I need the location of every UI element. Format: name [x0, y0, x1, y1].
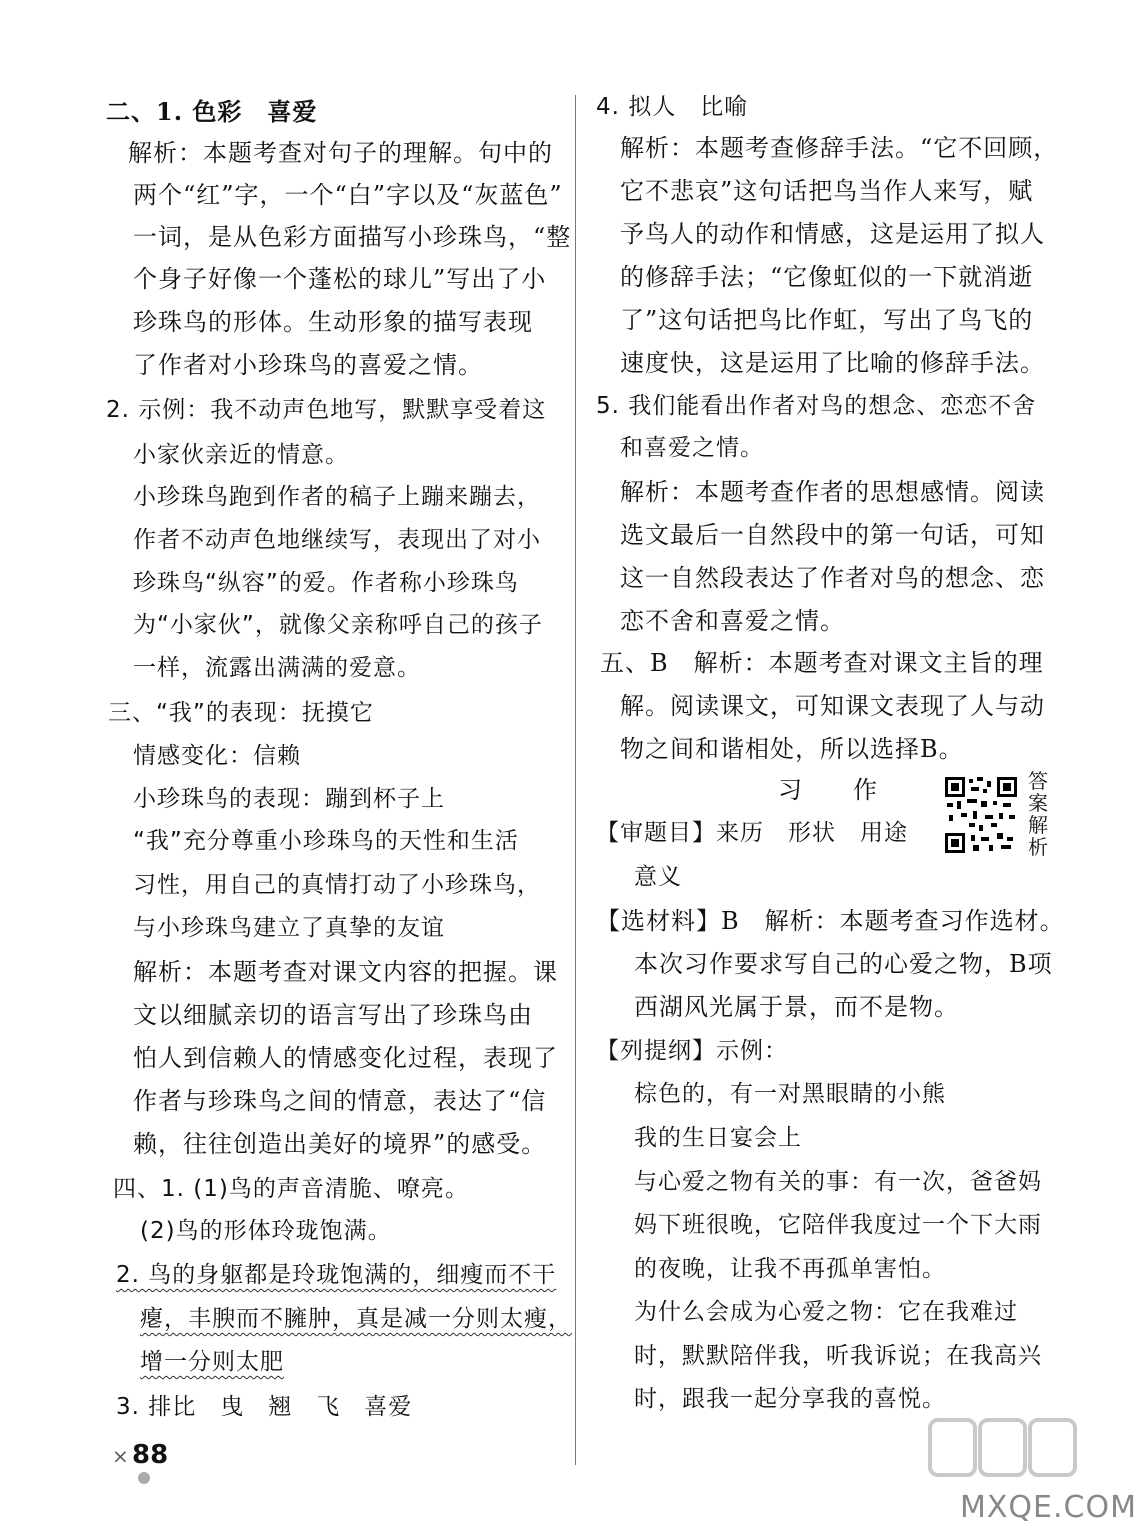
- answer-text: 我的生日宴会上: [634, 1125, 802, 1151]
- answer-text: 与小珍珠鸟建立了真挚的友谊: [133, 915, 445, 941]
- answer-text: 意义: [634, 864, 682, 890]
- composition-material: 【选材料】B 解析：本题考查习作选材。: [596, 907, 1065, 935]
- answer-text: 的夜晚，让我不再孤单害怕。: [634, 1256, 946, 1282]
- analysis-text: 怕人到信赖人的情感变化过程，表现了: [133, 1044, 558, 1072]
- section-4-q4-answer: 4. 拟人 比喻: [596, 94, 749, 120]
- analysis-text: 两个“红”字，一个“白”字以及“灰蓝色”: [133, 181, 563, 209]
- analysis-text: 赖，往往创造出美好的境界”的感受。: [133, 1130, 547, 1158]
- composition-heading: 习 作: [778, 776, 878, 804]
- answer-text: 妈下班很晚，它陪伴我度过一个下大雨: [634, 1212, 1042, 1238]
- answer-text: 小家伙亲近的情意。: [133, 442, 349, 468]
- analysis-text: 选文最后一自然段中的第一句话，可知: [620, 521, 1045, 549]
- answer-text: 时，默默陪伴我，听我诉说；在我高兴: [634, 1343, 1042, 1369]
- qr-label: 答案解析: [1028, 769, 1048, 859]
- analysis-text: 解析：本题考查修辞手法。“它不回顾，: [620, 134, 1059, 162]
- composition-outline: 【列提纲】示例：: [596, 1038, 788, 1064]
- section-4-q1-answer: 四、1. (1)鸟的声音清脆、嘹亮。: [113, 1176, 469, 1202]
- column-divider: [575, 95, 576, 1465]
- analysis-text: 解析：本题考查作者的思想感情。阅读: [620, 478, 1045, 506]
- answer-text: 作者不动声色地继续写，表现出了对小: [133, 527, 541, 553]
- composition-topic: 【审题目】来历 形状 用途: [596, 820, 908, 846]
- analysis-text: 解。阅读课文，可知课文表现了人与动: [620, 692, 1045, 720]
- answer-text: 珍珠鸟“纵容”的爱。作者称小珍珠鸟: [133, 570, 519, 596]
- analysis-text: 速度快，这是运用了比喻的修辞手法。: [620, 349, 1045, 377]
- answer-text: 与心爱之物有关的事：有一次，爸爸妈: [634, 1169, 1042, 1195]
- answer-text: 棕色的，有一对黑眼睛的小熊: [634, 1081, 946, 1107]
- analysis-text: 恋不舍和喜爱之情。: [620, 607, 845, 635]
- analysis-text: 一词，是从色彩方面描写小珍珠鸟，“整: [133, 223, 572, 251]
- watermark-text: MXQE.COM: [960, 1490, 1137, 1525]
- analysis-text: 予鸟人的动作和情感，这是运用了拟人: [620, 220, 1045, 248]
- analysis-text: 物之间和谐相处，所以选择B。: [620, 735, 964, 763]
- answer-text: “我”充分尊重小珍珠鸟的天性和生活: [133, 828, 519, 854]
- analysis-text: 解析：本题考查对句子的理解。句中的: [128, 139, 553, 167]
- analysis-text: 了”这句话把鸟比作虹，写出了鸟飞的: [620, 306, 1034, 334]
- analysis-text: 文以细腻亲切的语言写出了珍珠鸟由: [133, 1001, 533, 1029]
- answer-text: 瘪，丰腴而不臃肿，真是减一分则太瘦，: [140, 1306, 572, 1332]
- section-4-q3-answer: 3. 排比 曳 翘 飞 喜爱: [116, 1394, 413, 1420]
- section-3-answer: 三、“我”的表现：抚摸它: [108, 700, 374, 726]
- analysis-text: 的修辞手法；“它像虹似的一下就消逝: [620, 263, 1034, 291]
- section-2-q1-answer: 二、1. 色彩 喜爱: [106, 97, 318, 126]
- footer-mark: ×: [112, 1444, 129, 1468]
- analysis-text: 珍珠鸟的形体。生动形象的描写表现: [133, 308, 533, 336]
- section-5-answer: 五、B 解析：本题考查对课文主旨的理: [600, 649, 1044, 677]
- analysis-text: 西湖风光属于景，而不是物。: [634, 993, 959, 1021]
- answer-text: 情感变化：信赖: [133, 743, 301, 769]
- analysis-text: 解析：本题考查对课文内容的把握。课: [133, 958, 558, 986]
- page-number: 88: [132, 1440, 169, 1470]
- analysis-text: 它不悲哀”这句话把鸟当作人来写，赋: [620, 177, 1034, 205]
- answer-text: 和喜爱之情。: [620, 435, 764, 461]
- answer-text: 小珍珠鸟跑到作者的稿子上蹦来蹦去，: [133, 484, 541, 510]
- analysis-text: 这一自然段表达了作者对鸟的想念、恋: [620, 564, 1045, 592]
- footer-dot-icon: [138, 1472, 150, 1484]
- analysis-text: 了作者对小珍珠鸟的喜爱之情。: [133, 351, 483, 379]
- qr-code-icon[interactable]: [943, 775, 1019, 855]
- section-2-q2-answer: 2. 示例：我不动声色地写，默默享受着这: [106, 397, 547, 423]
- answer-text: (2)鸟的形体玲珑饱满。: [140, 1218, 392, 1244]
- answer-text: 增一分则太肥: [140, 1349, 284, 1375]
- analysis-text: 本次习作要求写自己的心爱之物，B项: [634, 950, 1053, 978]
- answer-text: 为“小家伙”，就像父亲称呼自己的孩子: [133, 612, 543, 638]
- answer-text: 时，跟我一起分享我的喜悦。: [634, 1386, 946, 1412]
- answer-text: 习性，用自己的真情打动了小珍珠鸟，: [133, 872, 541, 898]
- analysis-text: 作者与珍珠鸟之间的情意，表达了“信: [133, 1087, 547, 1115]
- answer-text: 为什么会成为心爱之物：它在我难过: [634, 1299, 1018, 1325]
- section-4-q5-answer: 5. 我们能看出作者对鸟的想念、恋恋不舍: [596, 393, 1037, 419]
- answer-text: 小珍珠鸟的表现：蹦到杯子上: [133, 786, 445, 812]
- section-4-q2-answer: 2. 鸟的身躯都是玲珑饱满的，细瘦而不干: [116, 1262, 557, 1288]
- analysis-text: 个身子好像一个蓬松的球儿”写出了小: [133, 265, 547, 293]
- answer-text: 一样，流露出满满的爱意。: [133, 655, 421, 681]
